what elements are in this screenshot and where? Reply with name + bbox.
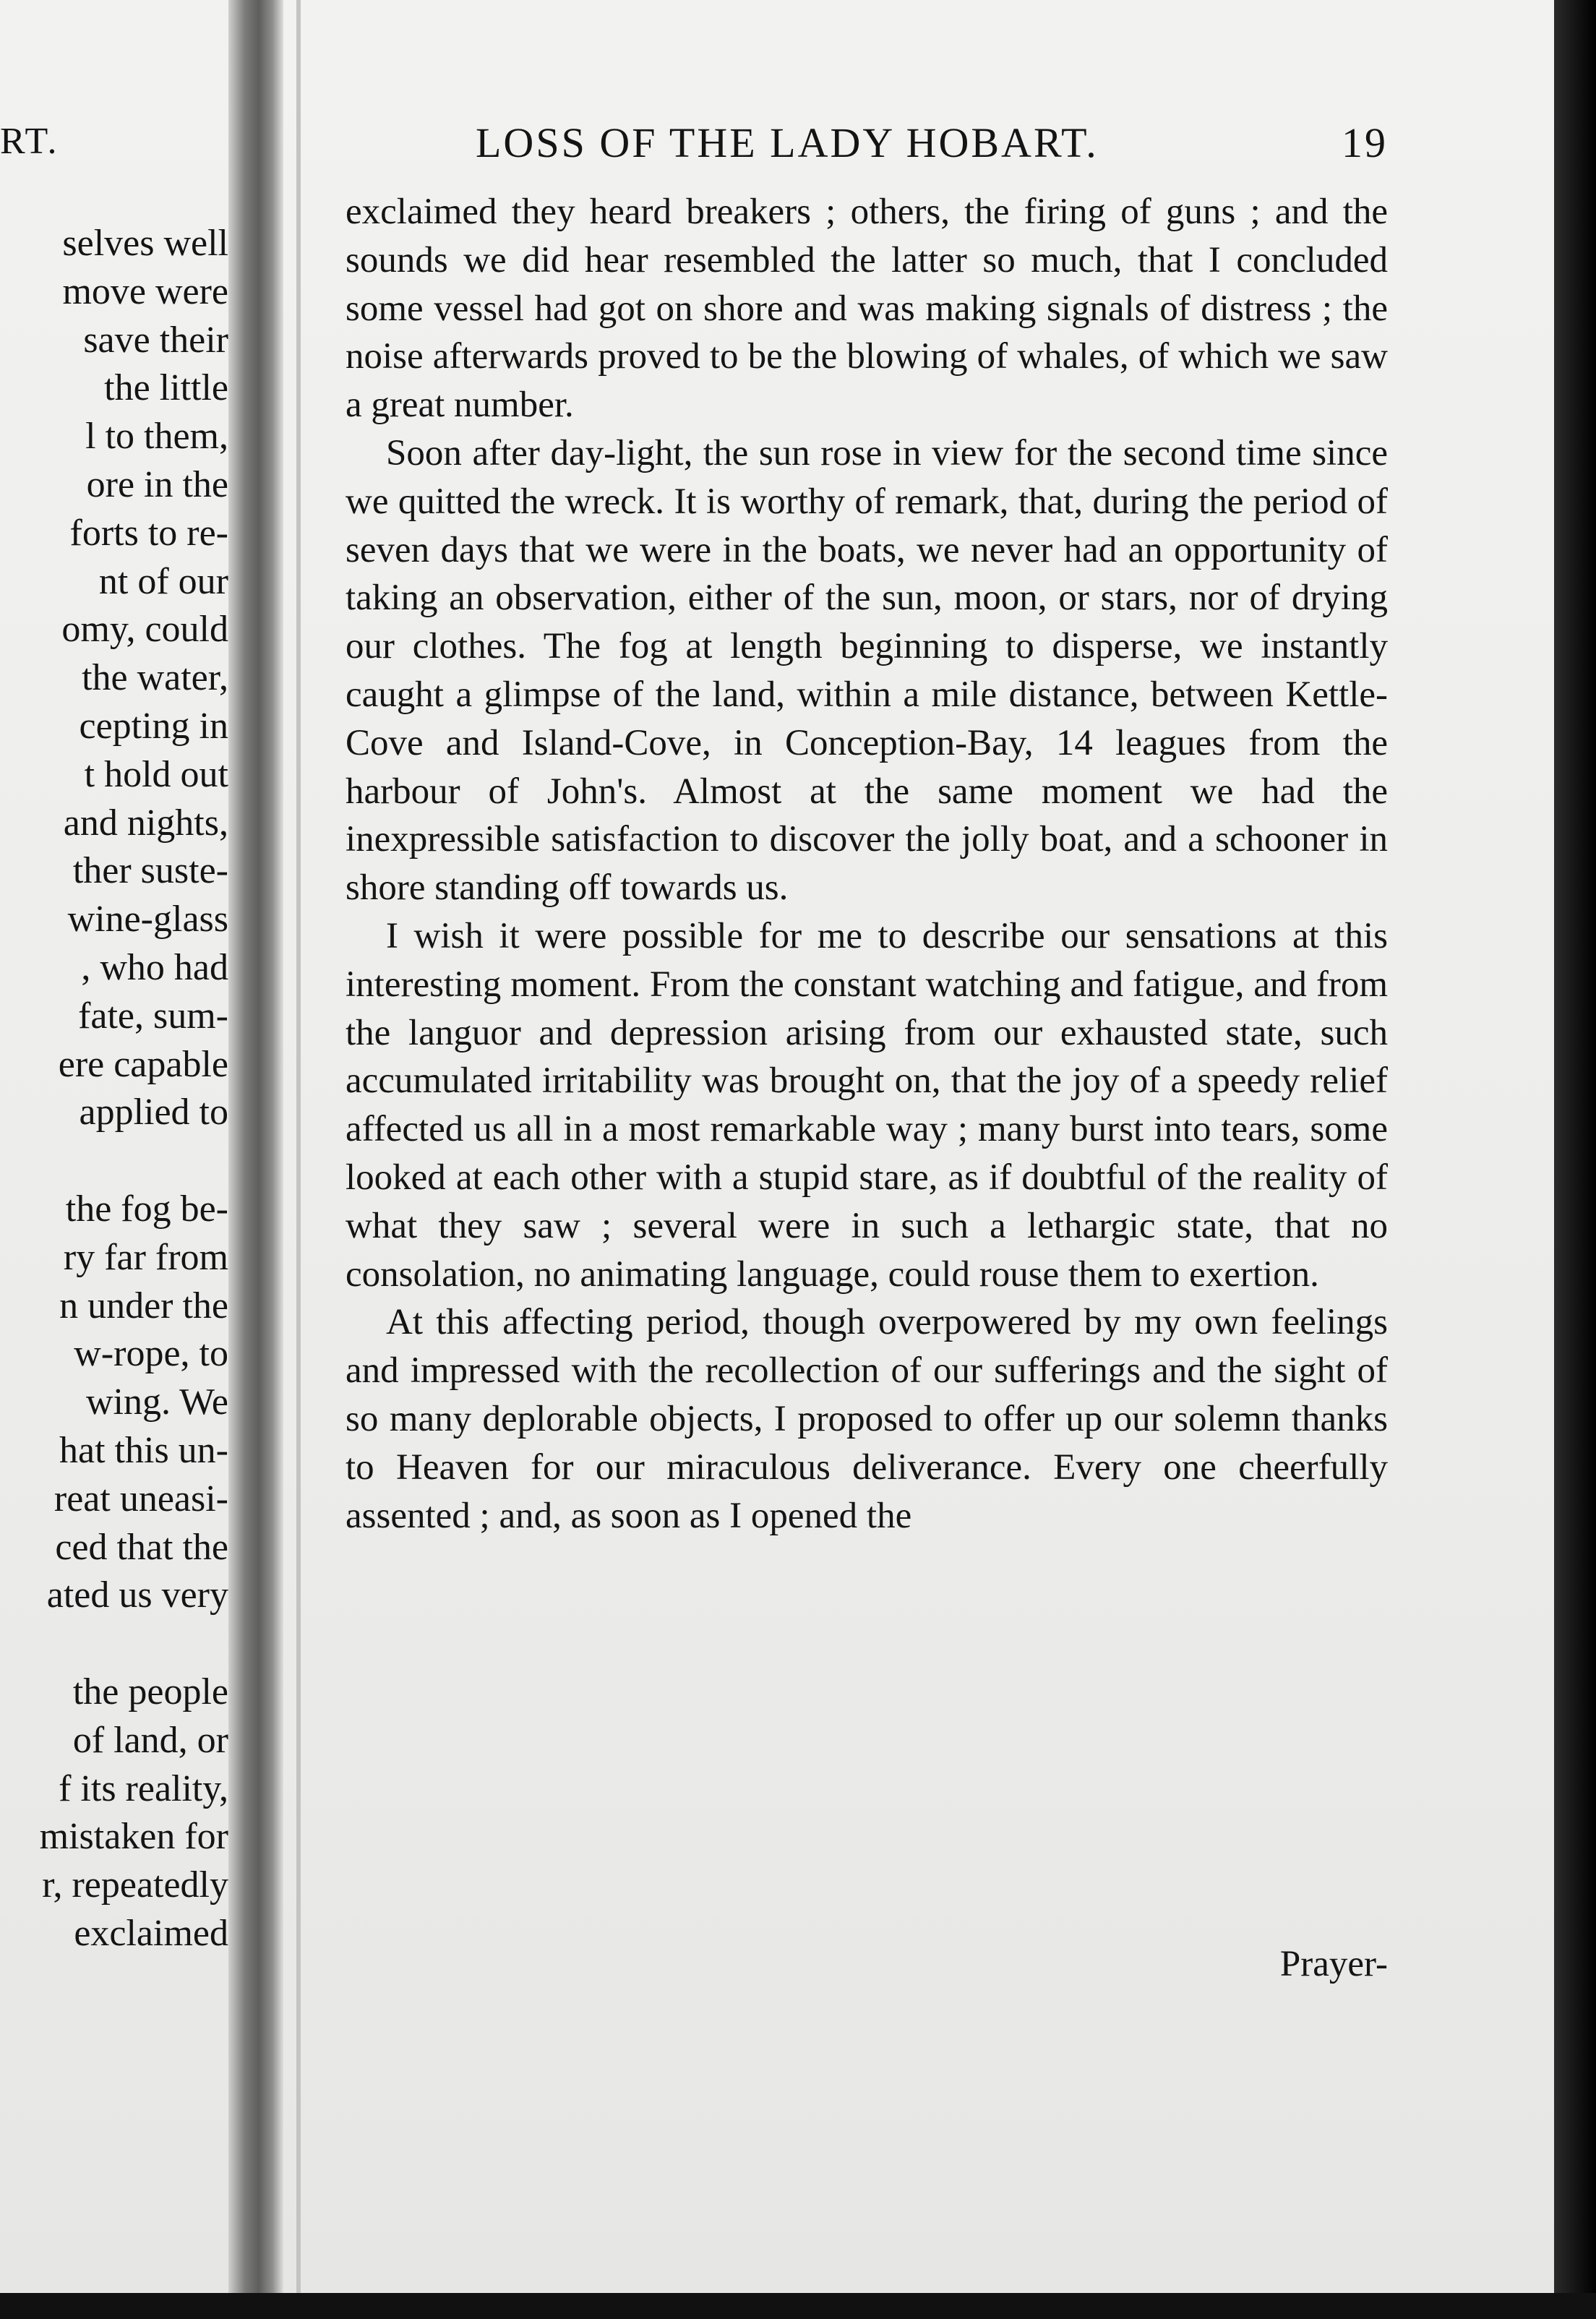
left-line: , who had: [81, 946, 228, 988]
left-page-fragment: [0, 130, 228, 2010]
left-line: [0, 1137, 228, 1186]
paragraph: I wish it were possible for me to describe our sensations at this interesting moment. From the constant watching and fatigue, and from the languor and depression arising from our exhausted state, such accumulated irritability was brought on, that the joy of a speedy relief affected us all in a most remarkable way ; many burst into tears, some looked at each other with a stupid stare, as if doubtful of the reality of what they saw ; several were in such a lethargic state, that no consolation, no animating language, could rouse them to exertion.: [346, 915, 1388, 1295]
catchword: Prayer-: [1279, 1944, 1388, 1984]
left-line: mistaken for: [39, 1816, 228, 1858]
left-line: save their: [83, 319, 228, 361]
left-line: the fog be-: [65, 1188, 228, 1230]
right-page: [346, 108, 1388, 1540]
scan-edge-bottom: [0, 2293, 1596, 2319]
left-line: ced that the: [55, 1526, 228, 1568]
left-line: wine-glass: [67, 899, 228, 940]
left-line: and nights,: [63, 802, 228, 844]
scan-edge-right: [1554, 0, 1596, 2319]
left-line: reat uneasi-: [53, 1478, 228, 1519]
left-line: cepting in: [79, 705, 228, 747]
left-line: ore in the: [86, 463, 228, 505]
page-number: 19: [1342, 119, 1388, 166]
left-line: forts to re-: [69, 512, 228, 554]
left-line: the people: [72, 1671, 228, 1713]
left-page-lines: [0, 220, 228, 1958]
left-line: exclaimed: [74, 1912, 228, 1954]
body-text: [346, 188, 1388, 1540]
left-line: the little: [104, 367, 228, 409]
left-line: ere capable: [58, 1043, 228, 1085]
left-line: hat this un-: [59, 1429, 228, 1471]
left-line: n under the: [59, 1285, 228, 1326]
left-running-head: RT.: [0, 121, 59, 162]
left-line: wing. We: [85, 1381, 228, 1423]
left-line: ated us very: [46, 1574, 228, 1616]
left-line: selves well: [62, 223, 228, 264]
paragraph: exclaimed they heard breakers ; others, the firing of guns ; and the sounds we did hear resembled the latter so much, that I concluded some vessel had got on shore and was making signals of distress ; the noise afterwards proved to be the blowing of whales, of which we saw a great number.: [346, 192, 1388, 426]
left-line: w-rope, to: [74, 1333, 228, 1375]
left-line: fate, sum-: [78, 995, 228, 1037]
paragraph: At this affecting period, though overpowered by my own feelings and impressed with the recollection of our sufferings and the sight of so many deplorable objects, I proposed to offer up our solemn thanks to Heaven for our miraculous deliverance. Every one cheerfully assented ; and, as soon as I opened the: [346, 1302, 1388, 1536]
left-line: of land, or: [72, 1719, 228, 1761]
left-line: nt of our: [98, 560, 228, 602]
running-head: [346, 108, 1388, 188]
gutter-edge: [296, 0, 301, 2319]
left-line: the water,: [82, 657, 228, 699]
book-gutter: [228, 0, 283, 2319]
left-line: [0, 1620, 228, 1668]
left-line: move were: [62, 270, 228, 312]
left-line: ry far from: [63, 1236, 228, 1278]
left-line: t hold out: [84, 753, 228, 795]
paragraph: Soon after day-light, the sun rose in view for the second time since we quitted the wreck. It is worthy of remark, that, during the period of seven days that we were in the boats, we never had an opportunity of taking an observation, either of the sun, moon, or stars, nor of drying our clothes. The fog at length beginning to disperse, we instantly caught a glimpse of the land, within a mile distance, between Kettle-Cove and Island-Cove, in Conception-Bay, 14 leagues from the harbour of John's. Almost at the same moment we had the inexpressible satisfaction to discover the jolly boat, and a schooner in shore standing off towards us.: [346, 432, 1388, 909]
left-line: ther suste-: [72, 850, 228, 892]
left-line: f its reality,: [59, 1767, 228, 1809]
left-line: applied to: [79, 1092, 228, 1133]
left-line: omy, could: [61, 609, 228, 651]
left-line: l to them,: [85, 416, 228, 458]
left-line: r, repeatedly: [42, 1864, 228, 1906]
running-head-title: LOSS OF THE LADY HOBART.: [476, 119, 1099, 166]
